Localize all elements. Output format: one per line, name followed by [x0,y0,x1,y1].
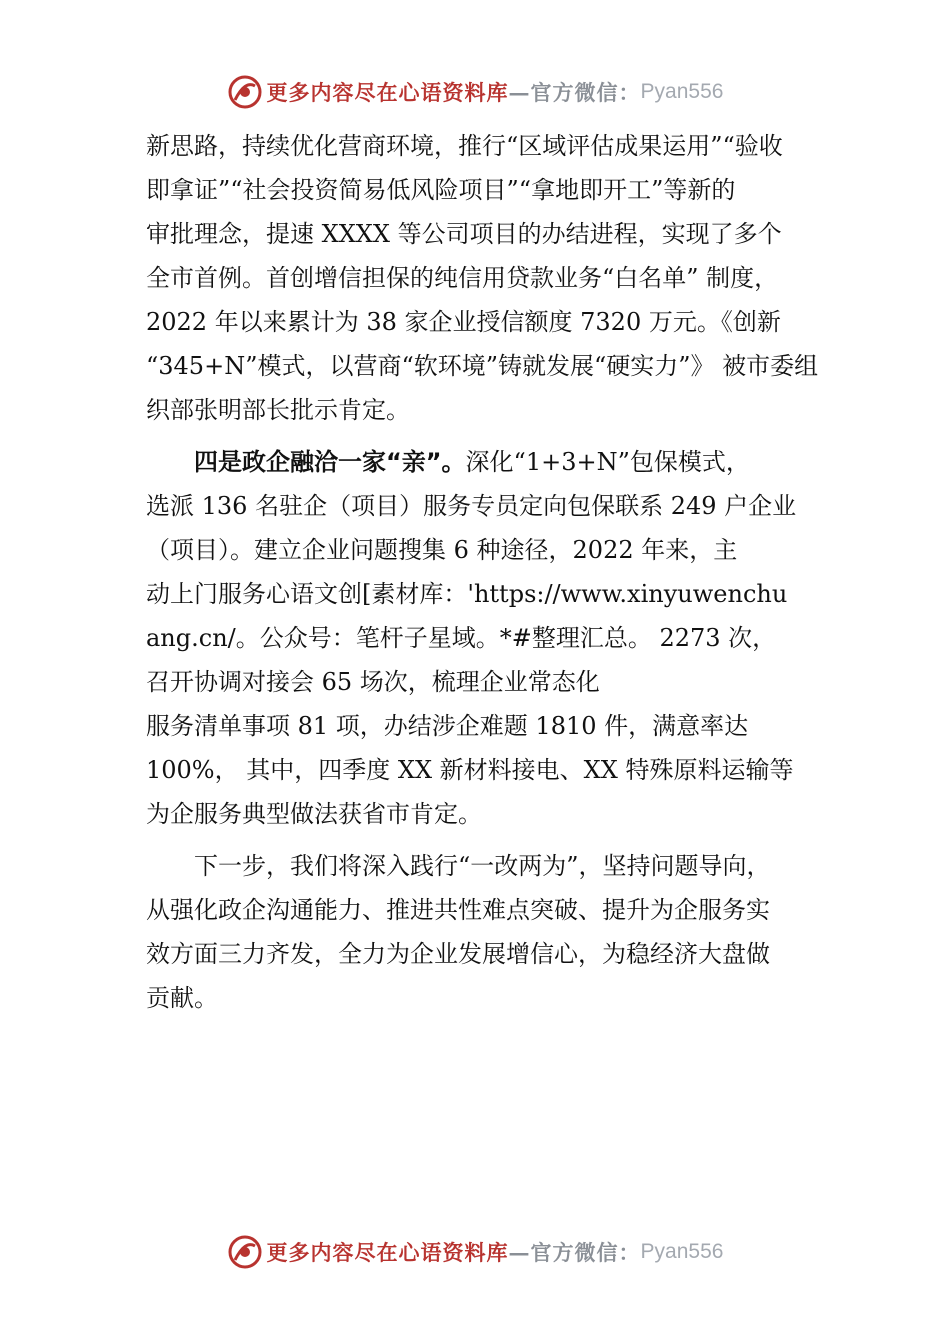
text-line: 服务清单事项 81 项，办结涉企难题 1810 件，满意率达 [146,712,749,740]
text-line: ang.cn/。公众号：笔杆子星域。*#整理汇总。 2273 次， [146,624,777,652]
text-line: 2022 年以来累计为 38 家企业授信额度 7320 万元。《创新 [146,308,781,336]
paragraph-3 [146,844,826,1020]
document-body [146,124,826,1020]
text-line: 新思路，持续优化营商环境，推行“区域评估成果运用”“验收 [146,132,783,160]
footer-watermark-banner [0,1230,950,1274]
banner-official-label: —官方微信： [508,1240,641,1265]
banner-wechat-id: Pyan556 [640,80,724,103]
logo-icon [227,1234,263,1270]
banner-brand-text: 更多内容尽在心语资料库 [266,1240,509,1265]
text-line: 召开协调对接会 65 场次，梳理企业常态化 [146,668,600,696]
text-line: 动上门服务心语文创[素材库：'https://www.xinyuwenchu [146,580,788,608]
text-line: 审批理念，提速 XXXX 等公司项目的办结进程，实现了多个 [146,220,782,248]
text-line: 效方面三力齐发，全力为企业发展增信心，为稳经济大盘做 [146,940,770,968]
banner-wechat-id: Pyan556 [640,1240,724,1263]
text-line: 贡献。 [146,984,218,1012]
header-watermark-banner [0,70,950,114]
text-line: 100%， 其中，四季度 XX 新材料接电、XX 特殊原料运输等 [146,756,794,784]
text-line: 织部张明部长批示肯定。 [146,396,410,424]
logo-icon [227,74,263,110]
text-line: （项目）。建立企业问题搜集 6 种途径，2022 年来，主 [146,536,738,564]
text-line: 全市首例。首创增信担保的纯信用贷款业务“白名单” 制度， [146,264,779,292]
text-line: 选派 136 名驻企（项目）服务专员定向包保联系 249 户企业 [146,492,797,520]
text-line: 从强化政企沟通能力、推进共性难点突破、提升为企服务实 [146,896,770,924]
section-heading: 四是政企融洽一家“亲”。 [194,448,466,476]
paragraph-1 [146,124,826,432]
text-line: 为企服务典型做法获省市肯定。 [146,800,482,828]
text-line: 即拿证”“社会投资简易低风险项目”“拿地即开工”等新的 [146,176,736,204]
paragraph-2 [146,440,826,836]
text-span: 深化“1+3+N”包保模式， [465,448,750,476]
text-line: 下一步，我们将深入践行“一改两为”，坚持问题导向， [194,852,771,880]
banner-official-label: —官方微信： [508,80,641,105]
banner-brand-text: 更多内容尽在心语资料库 [266,80,509,105]
text-line: “345+N”模式，以营商“软环境”铸就发展“硬实力”》 被市委组 [146,352,819,380]
text-line [146,440,826,484]
